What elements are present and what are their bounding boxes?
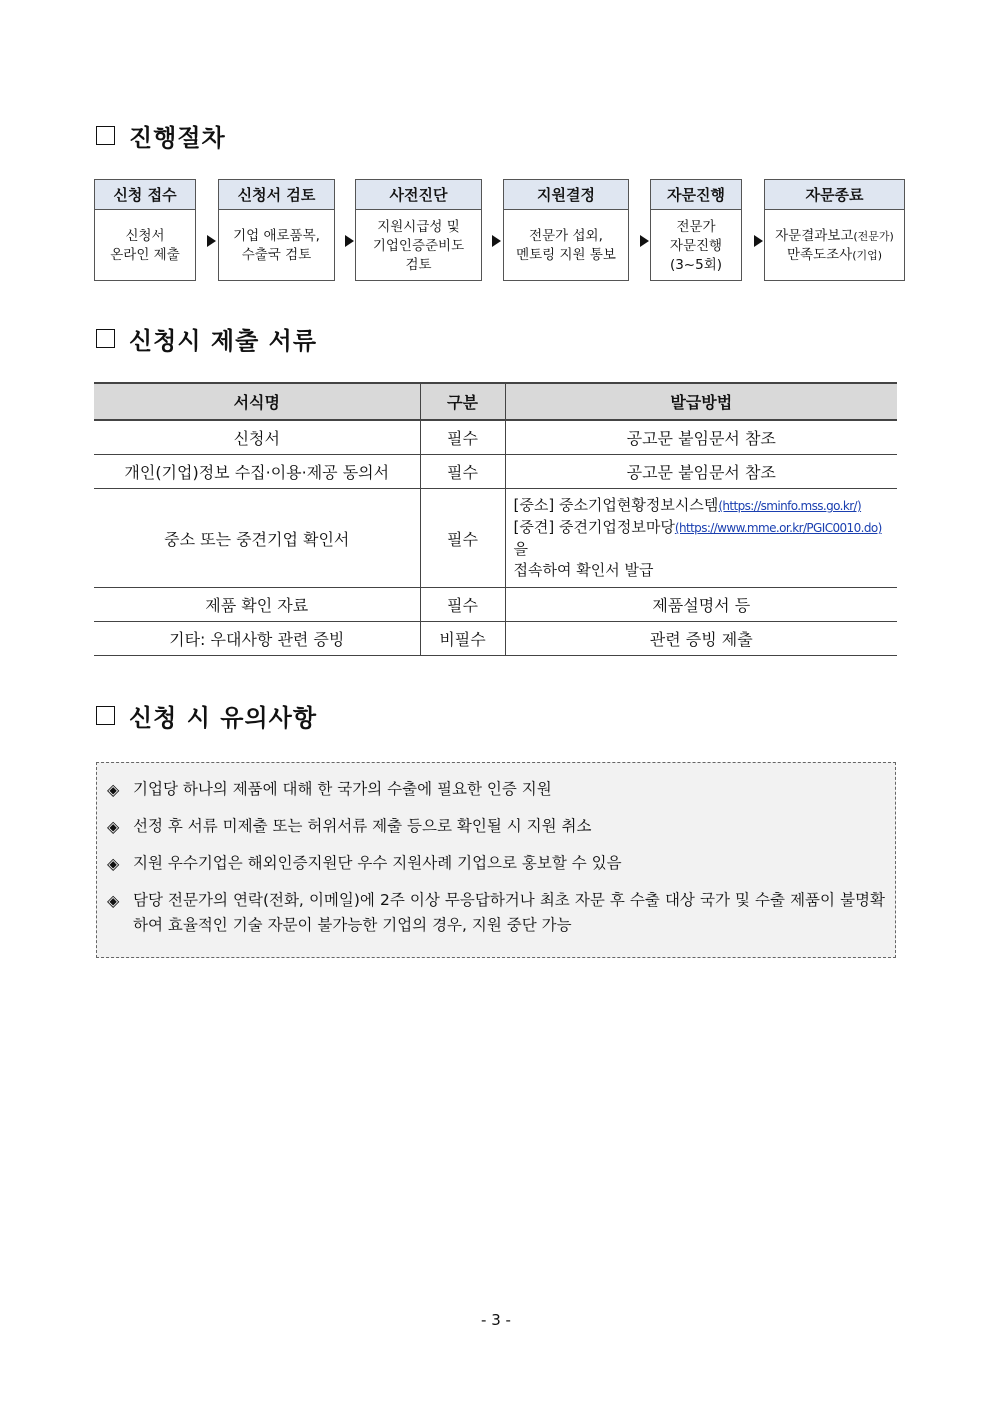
notes-box bbox=[96, 762, 896, 958]
step-line: 검토 bbox=[405, 256, 432, 273]
step-line: (3~5회) bbox=[669, 256, 723, 273]
column-header: 구분 bbox=[420, 383, 505, 420]
doc-type-cell: 필수 bbox=[420, 489, 505, 588]
step-line: 수출국 검토 bbox=[241, 247, 312, 263]
doc-method-cell bbox=[505, 489, 897, 588]
method-text: [중소] 중소기업현황정보시스템 bbox=[513, 496, 719, 514]
doc-type-cell: 필수 bbox=[420, 455, 505, 489]
section-title-documents bbox=[96, 321, 317, 356]
process-flow bbox=[94, 179, 906, 281]
step-head: 지원결정 bbox=[504, 180, 628, 210]
table-header-row bbox=[94, 383, 897, 420]
checkbox-square-icon bbox=[96, 126, 115, 145]
step-line bbox=[775, 227, 894, 246]
diamond-bullet-icon: ◈ bbox=[107, 891, 120, 910]
diamond-bullet-icon: ◈ bbox=[107, 817, 120, 836]
arrow-right-icon bbox=[492, 235, 501, 247]
page-number: - 3 - bbox=[481, 1311, 511, 1329]
step-head: 신청 접수 bbox=[95, 180, 195, 210]
list-item bbox=[107, 814, 885, 839]
step-line: 기업인증준비도 bbox=[372, 237, 465, 254]
doc-method-cell: 공고문 붙임문서 참조 bbox=[505, 455, 897, 489]
process-step-1 bbox=[94, 179, 196, 281]
doc-name-cell: 제품 확인 자료 bbox=[94, 588, 420, 622]
table-row bbox=[94, 622, 897, 656]
section-title-process bbox=[96, 118, 226, 153]
step-body bbox=[765, 210, 904, 282]
table-row bbox=[94, 489, 897, 588]
step-body bbox=[356, 210, 481, 282]
note-text: 선정 후 서류 미제출 또는 허위서류 제출 등으로 확인될 시 지원 취소 bbox=[133, 817, 592, 835]
doc-name-cell: 개인(기업)정보 수집·이용·제공 동의서 bbox=[94, 455, 420, 489]
step-head: 자문종료 bbox=[765, 180, 904, 210]
doc-type-cell: 필수 bbox=[420, 588, 505, 622]
documents-table bbox=[94, 382, 897, 656]
doc-type-cell: 비필수 bbox=[420, 622, 505, 656]
checkbox-square-icon bbox=[96, 329, 115, 348]
doc-method-cell: 관련 증빙 제출 bbox=[505, 622, 897, 656]
note-text: 기업당 하나의 제품에 대해 한 국가의 수출에 필요한 인증 지원 bbox=[133, 780, 552, 798]
checkbox-square-icon bbox=[96, 706, 115, 725]
mme-link[interactable]: (https://www.mme.or.kr/PGIC0010.do) bbox=[674, 521, 882, 535]
step-line: 지원시급성 및 bbox=[377, 218, 460, 235]
diamond-bullet-icon: ◈ bbox=[107, 780, 120, 799]
step-line: 전문가 bbox=[676, 218, 716, 235]
step-line: 신청서 bbox=[125, 228, 165, 244]
table-row bbox=[94, 420, 897, 455]
method-line: 접속하여 확인서 발급 bbox=[513, 561, 654, 579]
method-text: [중견] 중견기업정보마당 bbox=[513, 518, 675, 536]
list-item bbox=[107, 888, 885, 938]
arrow-right-icon bbox=[754, 235, 763, 247]
step-body bbox=[651, 210, 741, 282]
doc-name-cell: 신청서 bbox=[94, 420, 420, 455]
note-text: 지원 우수기업은 해외인증지원단 우수 지원사례 기업으로 홍보할 수 있음 bbox=[133, 854, 622, 872]
method-line bbox=[514, 495, 890, 517]
step-body bbox=[504, 210, 628, 282]
doc-type-cell: 필수 bbox=[420, 420, 505, 455]
step-line-main: 자문결과보고 bbox=[775, 228, 854, 244]
section-title-text: 진행절차 bbox=[129, 124, 226, 152]
step-line-small: (기업) bbox=[852, 249, 883, 262]
step-line-main: 만족도조사 bbox=[786, 247, 853, 263]
step-head: 신청서 검토 bbox=[219, 180, 334, 210]
section-title-notes bbox=[96, 698, 317, 733]
step-line: 자문진행 bbox=[669, 237, 723, 254]
step-line: 온라인 제출 bbox=[110, 247, 180, 263]
step-body bbox=[219, 210, 334, 282]
step-line-small: (전문가) bbox=[853, 230, 894, 243]
step-line: 멘토링 지원 통보 bbox=[516, 247, 616, 263]
diamond-bullet-icon: ◈ bbox=[107, 854, 120, 873]
doc-name-cell: 중소 또는 중견기업 확인서 bbox=[94, 489, 420, 588]
process-step-3 bbox=[355, 179, 482, 281]
step-line: 기업 애로품목, bbox=[233, 228, 320, 244]
step-body bbox=[95, 210, 195, 282]
doc-method-cell: 제품설명서 등 bbox=[505, 588, 897, 622]
table-row bbox=[94, 455, 897, 489]
doc-method-cell: 공고문 붙임문서 참조 bbox=[505, 420, 897, 455]
section-title-text: 신청 시 유의사항 bbox=[129, 704, 317, 732]
column-header: 발급방법 bbox=[505, 383, 897, 420]
list-item bbox=[107, 851, 885, 876]
step-head: 사전진단 bbox=[356, 180, 481, 210]
process-step-4 bbox=[503, 179, 629, 281]
table-row bbox=[94, 588, 897, 622]
method-line bbox=[514, 517, 890, 560]
step-head: 자문진행 bbox=[651, 180, 741, 210]
doc-name-cell: 기타: 우대사항 관련 증빙 bbox=[94, 622, 420, 656]
arrow-right-icon bbox=[345, 235, 354, 247]
sminfo-link[interactable]: (https://sminfo.mss.go.kr/) bbox=[718, 499, 862, 513]
arrow-right-icon bbox=[207, 235, 216, 247]
list-item bbox=[107, 777, 885, 802]
step-line bbox=[787, 246, 882, 265]
column-header: 서식명 bbox=[94, 383, 420, 420]
note-text: 담당 전문가의 연락(전화, 이메일)에 2주 이상 무응답하거나 최초 자문 후 수출 대상 국가 및 수출 제품이 불명확하여 효율적인 기술 자문이 불가능한 기업의 경우, 지원 중단 가능 bbox=[133, 891, 885, 934]
section-title-text: 신청시 제출 서류 bbox=[129, 327, 317, 355]
process-step-5 bbox=[650, 179, 742, 281]
process-step-6 bbox=[764, 179, 905, 281]
arrow-right-icon bbox=[640, 235, 649, 247]
method-text: 을 bbox=[513, 540, 528, 558]
process-step-2 bbox=[218, 179, 335, 281]
step-line: 전문가 섭외, bbox=[529, 228, 603, 244]
